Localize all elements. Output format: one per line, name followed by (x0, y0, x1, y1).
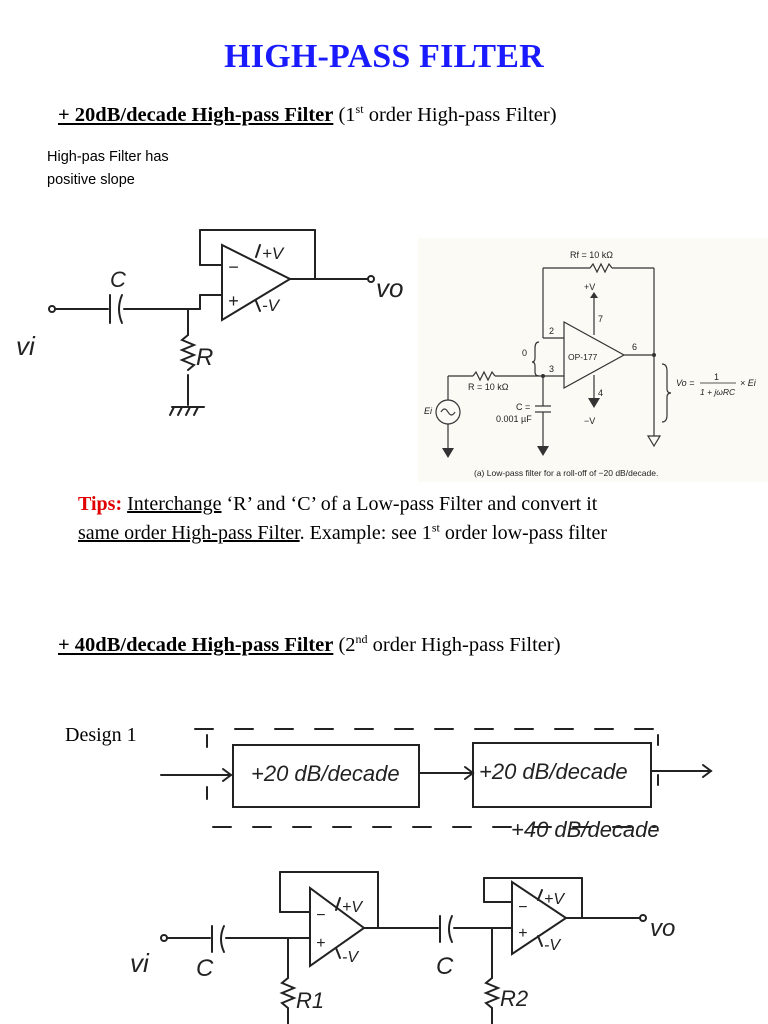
sketch2-minus-v1: -V (342, 949, 358, 966)
design1-block-diagram (155, 715, 755, 845)
figure-opamp-label: OP-177 (568, 352, 598, 362)
tips-line2-sup: st (431, 520, 440, 535)
sketch2-opamp1-minus: − (316, 907, 326, 924)
sketch1-circuit (0, 215, 420, 430)
block2-label: +20 dB/decade (479, 759, 628, 784)
figure-rf-label: Rf = 10 kΩ (570, 250, 613, 260)
sketch2-r1-label: R1 (296, 988, 325, 1013)
figure-vo-left: Vo = (676, 378, 695, 388)
sketch1-vo-label: vo (376, 273, 404, 303)
tips-line2-post: order low-pass filter (439, 522, 607, 544)
slope-note (47, 146, 169, 192)
figure-vo-right: × Ei (740, 378, 756, 388)
sketch2-vo-label: vo (650, 915, 676, 942)
figure-vo-num: 1 (714, 372, 720, 382)
figure-pin2: 2 (549, 326, 555, 336)
figure-caption: (a) Low-pass filter for a roll-off of −20 dB/decade. (474, 468, 659, 478)
total-slope-label: +40 dB/decade (511, 817, 660, 842)
sketch2-plus-v1: +V (342, 899, 363, 916)
design1-label: Design 1 (65, 724, 137, 746)
sketch1-plus-v: +V (262, 244, 284, 263)
section2-heading-pre: (2 (333, 634, 356, 656)
tips-label: Tips: (78, 493, 123, 515)
slope-note-line1: High-pas Filter has (47, 149, 169, 165)
figure-vo-den: 1 + jωRC (700, 387, 736, 397)
slope-note-line2: positive slope (47, 172, 135, 188)
sketch2-circuit (120, 860, 690, 1024)
sketch1-minus-v: -V (262, 296, 279, 315)
sketch2-opamp2-plus: + (518, 925, 528, 942)
figure-plus-v: +V (584, 282, 596, 292)
section1-heading-sup: st (355, 102, 364, 117)
tips-interchange: Interchange (127, 493, 222, 515)
sketch2-opamp2-minus: − (518, 899, 528, 916)
block1-label: +20 dB/decade (251, 761, 400, 786)
tips-block (78, 490, 607, 548)
tips-line2 (78, 519, 607, 548)
section2-heading (58, 634, 561, 657)
sketch2-r2-label: R2 (500, 986, 529, 1011)
figure-c-value: 0.001 µF (496, 414, 532, 424)
tips-line2-underlined: same order High-pass Filter (78, 522, 300, 544)
tips-line2-pre: . Example: see 1 (299, 522, 432, 544)
figure-minus-v: −V (584, 416, 596, 426)
figure-ei-label: Ei (424, 406, 433, 416)
sketch2-minus-v2: -V (544, 937, 560, 954)
sketch2-c2-label: C (436, 953, 454, 980)
figure-pin7: 7 (598, 314, 604, 324)
sketch1-r-label: R (196, 344, 214, 371)
printed-lowpass-figure (418, 238, 768, 482)
sketch1-c-label: C (110, 267, 126, 292)
sketch2-opamp1-plus: + (316, 935, 326, 952)
section1-heading-post: order High-pass Filter) (363, 104, 557, 126)
figure-node0: 0 (522, 348, 528, 358)
section2-heading-bold: + 40dB/decade High-pass Filter (58, 634, 334, 656)
section1-heading-bold: + 20dB/decade High-pass Filter (58, 104, 334, 126)
sketch2-c1-label: C (196, 955, 214, 982)
figure-c-label: C = (516, 402, 531, 412)
section2-heading-post: order High-pass Filter) (367, 634, 561, 656)
section1-heading-pre: (1 (333, 104, 356, 126)
tips-line1-rest: ‘R’ and ‘C’ of a Low-pass Filter and convert it (221, 493, 598, 515)
tips-line1 (78, 490, 607, 519)
sketch1-plus: + (228, 291, 239, 311)
sketch2-plus-v2: +V (544, 891, 565, 908)
section1-heading (58, 104, 557, 127)
sketch1-minus: − (228, 257, 239, 277)
figure-pin4: 4 (598, 388, 604, 398)
figure-r-label: R = 10 kΩ (468, 382, 509, 392)
figure-pin3: 3 (549, 364, 555, 374)
sketch1-vi-label: vi (16, 331, 35, 361)
section2-heading-sup: nd (355, 632, 368, 647)
sketch2-vi-label: vi (130, 948, 149, 978)
figure-pin6: 6 (632, 342, 638, 352)
page-title: HIGH-PASS FILTER (224, 38, 544, 75)
